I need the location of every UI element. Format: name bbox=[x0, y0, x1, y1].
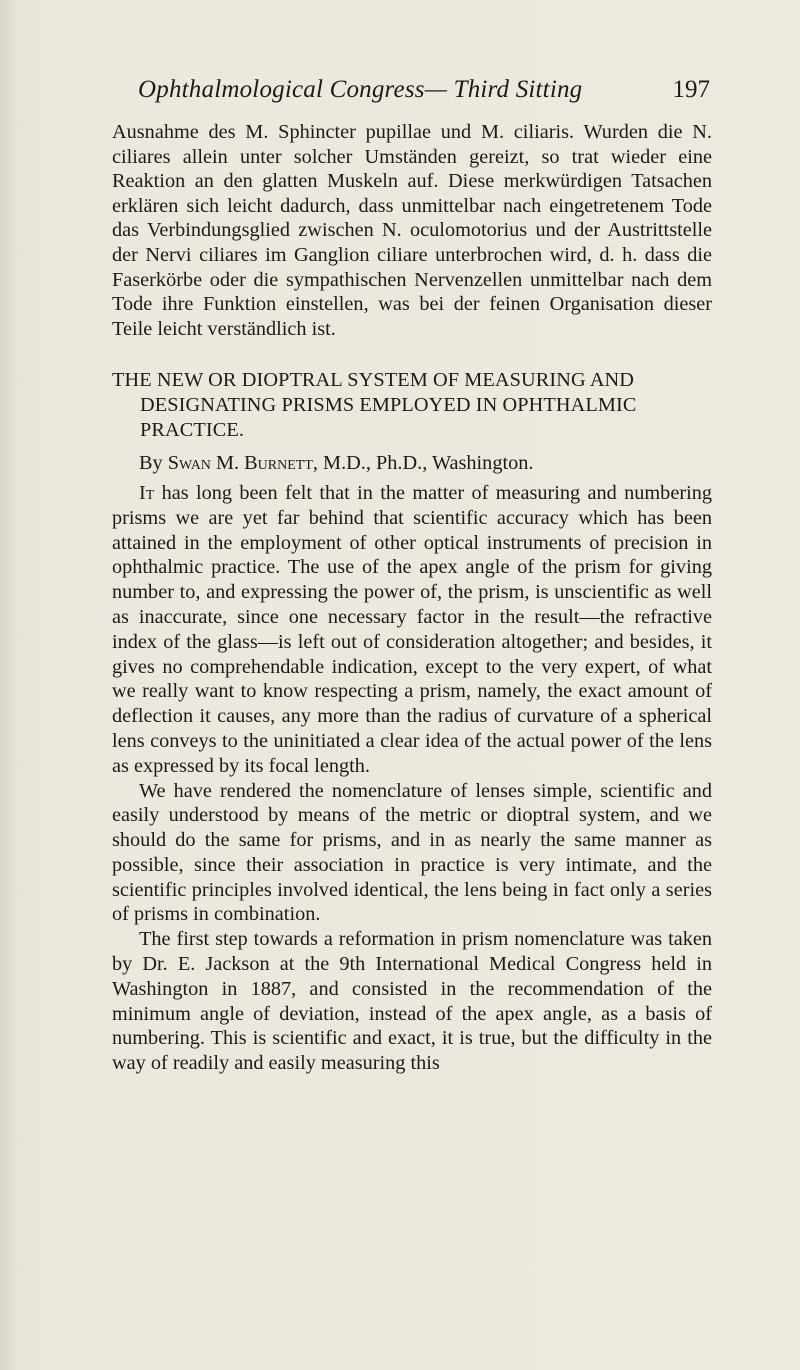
page-body bbox=[112, 120, 712, 1076]
page-header bbox=[138, 76, 710, 116]
page-number: 197 bbox=[672, 76, 710, 103]
author-name: Swan M. Burnett bbox=[167, 452, 313, 475]
byline-suffix: , M.D., Ph.D., Washington. bbox=[312, 452, 534, 475]
paragraph-text: has long been felt that in the matter of measuring and numbering prisms we are yet far behind that scientific accuracy which has been attained in the employment of other optical instruments of precision in ophthalmic practice. The use of the apex angle of the prism for giving number to, and expressing the power of, the prism, is unscientific as well as inaccurate, since one necessary factor in the result—the refractive index of the glass—is left out of consideration altogether; and besides, it gives no comprehendable indication, except to the very expert, of what we really want to know respecting a prism, namely, the exact amount of deflection it causes, any more than the radius of curvature of a spherical lens conveys to the uninitiated a clear idea of the actual power of the lens as expressed by its focal length. bbox=[112, 481, 712, 777]
article bbox=[112, 368, 712, 1076]
article-paragraph: The first step towards a reformation in prism nomenclature was taken by Dr. E. Jackson at the 9th International Medical Congress held in Washington in 1887, and consisted in the recommendation of the minimum angle of deviation, instead of the apex angle, as a basis of numbering. This is scientific and exact, it is true, but the difficulty in the way of readily and easily measuring this bbox=[112, 928, 712, 1075]
article-paragraph: We have rendered the nomenclature of lenses simple, scientific and easily understood by means of the metric or dioptral system, and we should do the same for prisms, and in as nearly the same manner as possible, since their association in practice is very intimate, and the scientific principles involved identical, the lens being in fact only a series of prisms in combination. bbox=[112, 779, 712, 926]
article-title: THE NEW OR DIOPTRAL SYSTEM OF MEASURING AND DESIGNATING PRISMS EMPLOYED IN OPHTHALMIC PRACTICE. bbox=[112, 369, 637, 442]
article-paragraph bbox=[112, 481, 712, 779]
byline-prefix: By bbox=[139, 452, 168, 475]
running-head: Ophthalmological Congress— Third Sitting bbox=[138, 76, 583, 103]
article-byline bbox=[112, 451, 712, 476]
paragraph-lead-word: It bbox=[139, 481, 155, 504]
continuation-paragraph: Ausnahme des M. Sphincter pupillae und M. ciliaris. Wurden die N. ciliares allein unter solcher Umständen gereizt, so trat wieder eine Reaktion an den glatten Muskeln auf. Diese merkwürdigen Tatsachen erklären sich leicht dadurch, dass unmittelbar nach eingetretenem Tode das Verbindungsglied zwischen N. oculomotorius und der Austrittstelle der Nervi ciliares im Ganglion ciliare unterbrochen wird, d. h. dass die Faserkörbe oder die sympathischen Nervenzellen unmittelbar nach dem Tode ihre Funktion einstellen, was bei der feinen Organisation dieser Teile leicht verständlich ist. bbox=[112, 121, 712, 340]
